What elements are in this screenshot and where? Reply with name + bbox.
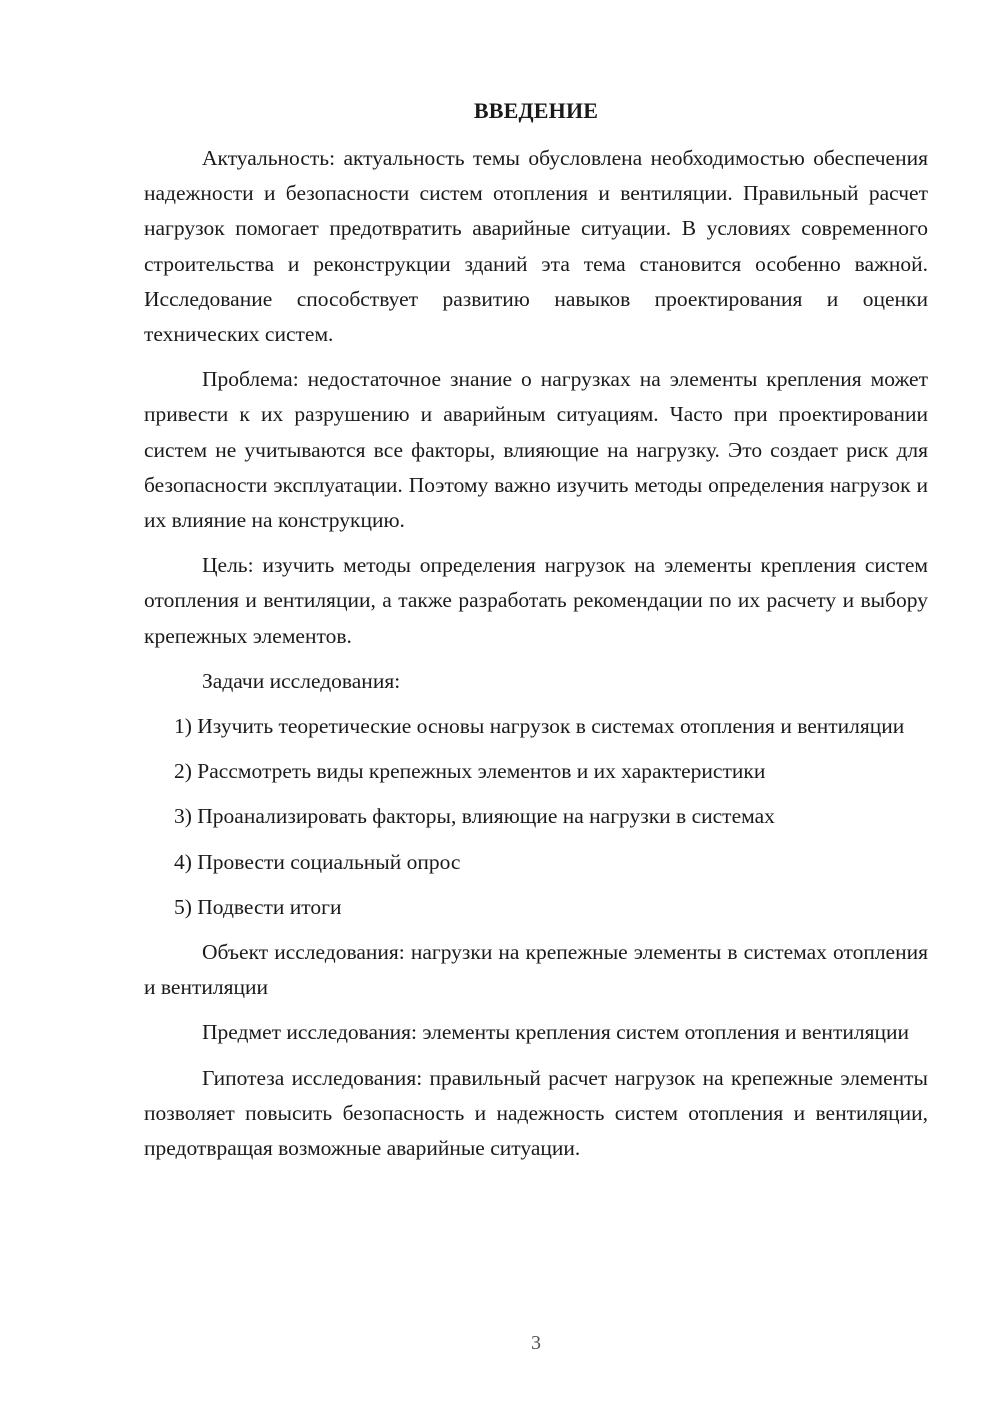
subject-paragraph: Предмет исследования: элементы крепления систем отопления и вентиляции	[202, 1020, 909, 1045]
task-item: 2) Рассмотреть виды крепежных элементов и их характеристики	[174, 759, 766, 784]
tasks-intro: Задачи исследования:	[202, 668, 401, 693]
hypothesis-paragraph: Гипотеза исследования: правильный расчет нагрузок на крепежные элементы позволяет повысить безопасность и надежность систем отопления и вентиляции, предотвращая возможные аварийные ситуации.	[144, 1065, 928, 1161]
relevance-paragraph: Актуальность: актуальность темы обусловлена необходимостью обеспечения надежности и безопасности систем отопления и вентиляции. Правильный расчет нагрузок помогает предотвратить аварийные ситуации. В условиях современного строительства и реконструкции зданий эта тема становится особенно важной. Исследование способствует развитию навыков проектирования и оценки технических систем.	[144, 146, 928, 347]
object-paragraph: Объект исследования: нагрузки на крепежные элементы в системах отопления и вентиляции	[144, 940, 928, 1000]
task-item: 1) Изучить теоретические основы нагрузок в системах отопления и вентиляции	[174, 714, 905, 739]
goal-paragraph: Цель: изучить методы определения нагрузок на элементы крепления систем отопления и вентиляции, а также разработать рекомендации по их расчету и выбору крепежных элементов.	[144, 553, 928, 648]
document-body	[144, 141, 928, 1176]
problem-paragraph: Проблема: недостаточное знание о нагрузках на элементы крепления может привести к их разрушению и аварийным ситуациям. Часто при проектировании систем не учитываются все факторы, влияющие на нагрузку. Это создает риск для безопасности эксплуатации. Поэтому важно изучить методы определения нагрузок и их влияние на конструкцию.	[144, 367, 928, 533]
task-item: 5) Подвести итоги	[174, 894, 342, 919]
page-title: ВВЕДЕНИЕ	[473, 98, 599, 123]
document-page	[144, 0, 928, 1414]
task-item: 3) Проанализировать факторы, влияющие на нагрузки в системах	[174, 804, 775, 829]
task-item: 4) Провести социальный опрос	[174, 849, 461, 874]
page-number: 3	[531, 1332, 541, 1354]
